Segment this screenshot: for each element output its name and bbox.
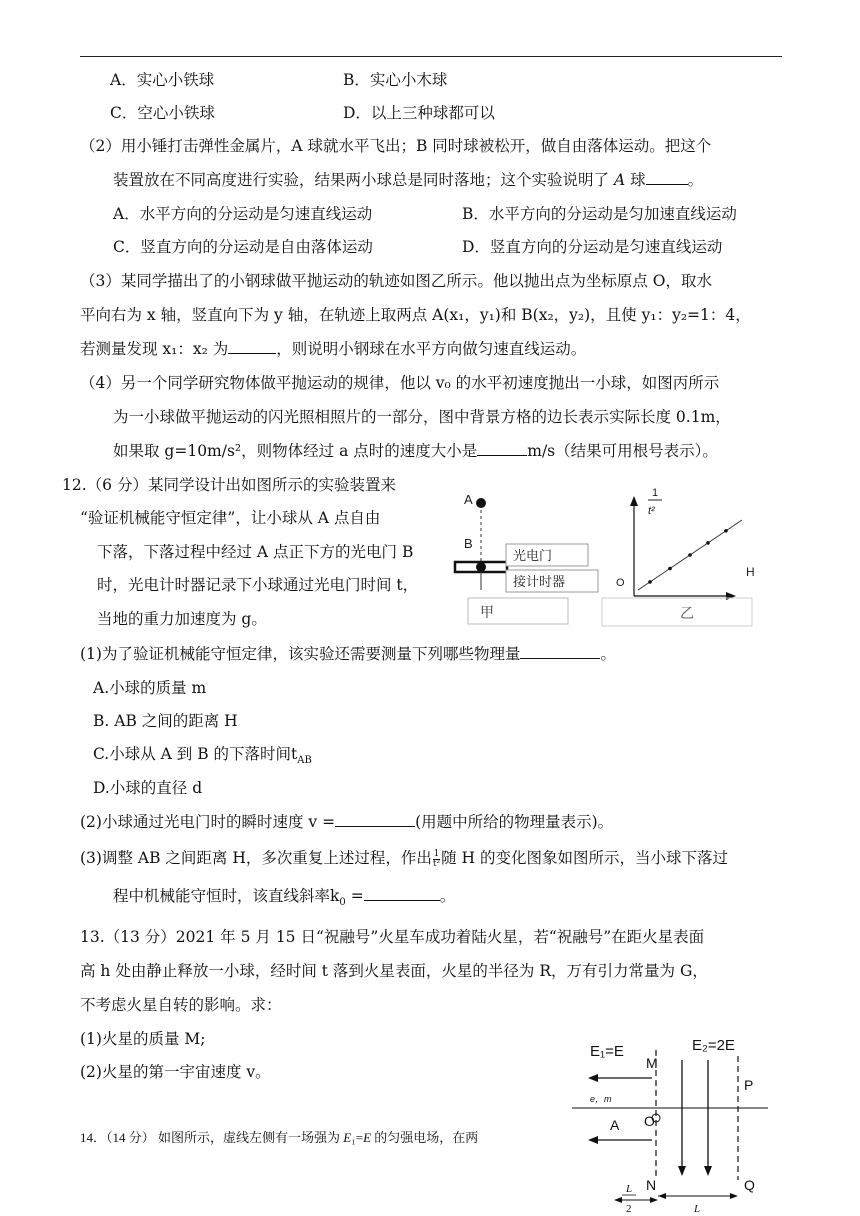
- q12-option-a: A.小球的质量 m: [93, 679, 207, 697]
- q12-sub3-text-b: 随 H 的变化图象如图所示，当小球下落过: [441, 849, 728, 867]
- q12-option-d: D.小球的直径 d: [93, 779, 203, 797]
- q11-4-line3: [113, 441, 718, 461]
- apparatus-label-a: A: [464, 492, 473, 507]
- q12-sub2-text-a: (2)小球通过光电门时的瞬时速度 v =: [80, 813, 336, 831]
- q14-text-e: 的匀强电场，在两: [371, 1130, 479, 1145]
- q12-line2: “验证机械能守恒定律”，让小球从 A 点自由: [80, 509, 381, 527]
- ball-at-b: [476, 562, 486, 572]
- q12-line4: 时，光电计时器记录下小球通过光电门时间 t，: [97, 576, 419, 594]
- caption-yi: 乙: [680, 605, 694, 621]
- graph-point-2: [668, 567, 672, 571]
- q11-3-line1: （3）某同学描出了的小钢球做平抛运动的轨迹如图乙所示。他以抛出点为坐标原点 O，取水: [80, 272, 712, 290]
- q11-2-option-c: C．竖直方向的分运动是自由落体运动: [113, 238, 373, 256]
- q12-sub2-text-b: (用题中所给的物理量表示)。: [415, 813, 614, 831]
- q11-3-line3: [80, 339, 586, 359]
- q11-3-text-a: 若测量发现 x₁：x₂ 为: [80, 340, 229, 358]
- q12-sub3-frac-num: 1: [433, 848, 440, 859]
- q11-2-stem-line1: （2）用小锤打击弹性金属片，A 球就水平飞出；B 同时球被松开，做自由落体运动。把这个: [80, 137, 712, 155]
- q13-line1: 13.（13 分）2021 年 5 月 15 日“祝融号”火星车成功着陆火星，若“祝融号”在距火星表面: [80, 928, 705, 946]
- q14-field-figure: [572, 1030, 782, 1216]
- q12-sub1-end: 。: [600, 645, 616, 663]
- q11-4-line1: （4）另一个同学研究物体做平抛运动的规律，他以 v₀ 的水平初速度抛出一小球，如图丙所示: [80, 374, 720, 392]
- q11-3-line2: 平向右为 x 轴，竖直向下为 y 轴，在轨迹上取两点 A(x₁，y₁)和 B(x₂，y₂)，且使 y₁：y₂=1：4，: [80, 306, 751, 324]
- fig14-point-p: P: [744, 1077, 754, 1093]
- q11-2-option-a: A．水平方向的分运动是匀速直线运动: [113, 205, 373, 223]
- q12-option-c-sub: AB: [297, 755, 312, 767]
- q12-option-c-text: C.小球从 A 到 B 的下落时间t: [93, 745, 298, 763]
- timer-label: 接计时器: [513, 574, 566, 589]
- q12-line3: 下落，下落过程中经过 A 点正下方的光电门 B: [97, 543, 414, 561]
- q12-option-c: [93, 744, 312, 771]
- q11-4-text-a: 如果取 g=10m/s²，则物体经过 a 点时的速度大小是: [113, 442, 478, 460]
- fig14-e1-label: E₁=E: [590, 1043, 624, 1060]
- q14-line1: [80, 1128, 478, 1148]
- fig14-point-a: A: [610, 1117, 620, 1133]
- q12-sub3-answer-blank[interactable]: [364, 886, 440, 901]
- q12-sub3-text-e: 。: [439, 887, 456, 905]
- q14-e-symbol-1: E: [343, 1130, 352, 1145]
- graph-point-4: [706, 541, 710, 545]
- q13-sub2: (2)火星的第一宇宙速度 v。: [80, 1063, 271, 1081]
- q11-1-option-d: D．以上三种球都可以: [343, 104, 495, 122]
- q11-2-period: 。: [687, 171, 704, 189]
- fig14-l-label: L: [694, 1203, 701, 1215]
- q11-1-option-c: C．空心小铁球: [110, 104, 215, 122]
- q14-e-symbol-2: E: [363, 1130, 372, 1145]
- q13-line2: 高 h 处由静止释放一小球，经时间 t 落到火星表面，火星的半径为 R，万有引力常量为 G，: [80, 962, 708, 980]
- q13-line3: 不考虑火星自转的影响。求：: [80, 996, 282, 1014]
- q11-3-text-b: ，则说明小钢球在水平方向做匀速直线运动。: [276, 340, 587, 358]
- graph-x-label: H: [746, 565, 755, 579]
- fig14-half-l-num: L: [626, 1183, 633, 1195]
- header-rule: [80, 56, 782, 57]
- q11-2-answer-blank[interactable]: [646, 170, 688, 185]
- q12-sub2-answer-blank[interactable]: [335, 812, 415, 827]
- q11-2-stem-line2: [113, 170, 703, 190]
- q12-sub3-frac-den: t²: [432, 858, 441, 869]
- q12-sub3-line2: [113, 886, 455, 913]
- q12-line5: 当地的重力加速度为 g。: [97, 610, 267, 628]
- q11-2-ball-a: A: [613, 171, 626, 189]
- q12-sub3-text-a: (3)调整 AB 之间距离 H，多次重复上述过程，作出: [80, 849, 432, 867]
- q12-sub3-k-sub: 0: [339, 897, 346, 909]
- q12-sub1-text: (1)为了验证机械能守恒定律，该实验还需要测量下列哪些物理量: [80, 645, 521, 663]
- fig14-point-o: O: [644, 1113, 655, 1129]
- q12-sub3-text-d: =: [345, 887, 364, 905]
- graph-point-1: [648, 580, 652, 584]
- q12-figure-apparatus: [450, 478, 620, 628]
- fig14-point-q: Q: [744, 1177, 755, 1193]
- q12-sub1: [80, 644, 616, 664]
- q11-2-ball-word: 球: [625, 171, 646, 189]
- q12-option-b: B. AB 之间的距离 H: [93, 712, 238, 730]
- q12-sub2: [80, 812, 613, 832]
- ball-at-a: [476, 498, 486, 508]
- graph-point-3: [688, 553, 692, 557]
- graph-y-label-num: 1: [652, 487, 659, 499]
- q12-sub3: [80, 848, 728, 869]
- q12-sub1-answer-blank[interactable]: [520, 644, 600, 659]
- q12-sub3-fraction: [433, 850, 440, 869]
- q12-line1: 12.（6 分）某同学设计出如图所示的实验装置来: [62, 476, 396, 494]
- q13-sub1: (1)火星的质量 M;: [80, 1030, 206, 1048]
- graph-y-label-den: t²: [648, 505, 655, 517]
- graph-point-5: [724, 529, 728, 533]
- q14-text-c: ₁=: [351, 1130, 364, 1145]
- q11-4-text-b: m/s（结果可用根号表示）。: [527, 442, 718, 460]
- caption-jia: 甲: [480, 604, 494, 620]
- q11-2-option-b: B．水平方向的分运动是匀加速直线运动: [462, 205, 737, 223]
- apparatus-label-b: B: [464, 536, 473, 551]
- q11-2-stem-text: 装置放在不同高度进行实验，结果两小球总是同时落地；这个实验说明了: [113, 171, 610, 189]
- graph-origin: O: [616, 577, 625, 589]
- gate-label: 光电门: [513, 548, 553, 563]
- fig14-point-m: M: [646, 1055, 658, 1071]
- q12-figure-graph: [600, 478, 780, 628]
- q11-2-option-d: D．竖直方向的分运动是匀速直线运动: [462, 238, 723, 256]
- q14-text-a: 14．（14 分） 如图所示，虚线左侧有一场强为: [80, 1130, 344, 1145]
- fig14-particle-label: e，m: [590, 1094, 612, 1104]
- q11-4-answer-blank[interactable]: [477, 441, 527, 456]
- q11-1-option-a: A．实心小铁球: [110, 71, 215, 89]
- q11-1-option-b: B．实心小木球: [343, 71, 448, 89]
- fig14-e2-label: E₂=2E: [692, 1037, 735, 1054]
- q11-4-line2: 为一小球做平抛运动的闪光照相照片的一部分，图中背景方格的边长表示实际长度 0.1m，: [113, 408, 731, 426]
- q11-3-answer-blank[interactable]: [228, 339, 276, 354]
- fig14-half-l-den: 2: [626, 1203, 632, 1215]
- q12-sub3-text-c: 程中机械能守恒时，该直线斜率k: [113, 887, 340, 905]
- fig14-point-n: N: [646, 1177, 657, 1193]
